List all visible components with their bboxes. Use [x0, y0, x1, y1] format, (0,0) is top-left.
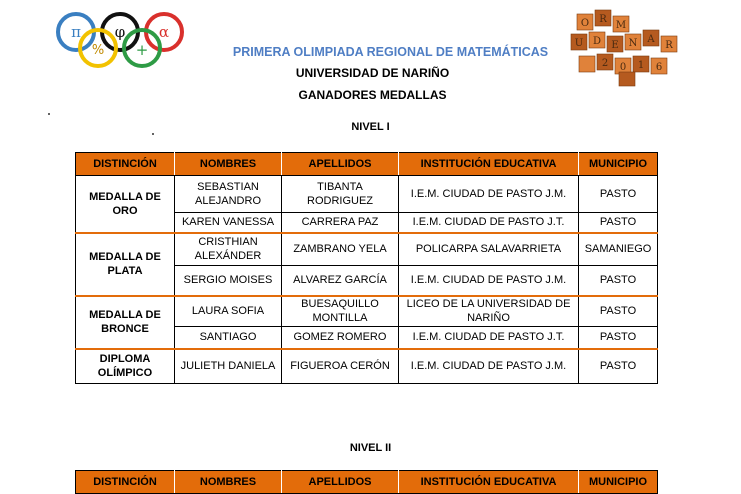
percent-symbol: % — [91, 43, 105, 58]
table-row — [76, 176, 658, 213]
phi-symbol: φ — [114, 23, 126, 41]
col-header-institucion: INSTITUCIÓN EDUCATIVA — [399, 153, 579, 176]
col-header-nombres: NOMBRES — [175, 471, 282, 494]
nombres-cell: CRISTHIAN ALEXÁNDER — [175, 233, 282, 266]
svg-text:0: 0 — [619, 62, 627, 73]
municipio-cell: PASTO — [579, 176, 658, 213]
table-header-row — [76, 153, 658, 176]
svg-text:1: 1 — [637, 60, 645, 71]
institucion-cell: POLICARPA SALAVARRIETA — [399, 233, 579, 266]
col-header-apellidos: APELLIDOS — [282, 471, 399, 494]
svg-text:R: R — [599, 14, 607, 25]
nombres-cell: LAURA SOFIA — [175, 296, 282, 327]
svg-text:R: R — [665, 40, 673, 51]
level-2-heading: NIVEL II — [349, 442, 392, 454]
municipio-cell: PASTO — [579, 296, 658, 327]
col-header-municipio: MUNICIPIO — [579, 471, 658, 494]
distinction-cell: MEDALLA DE PLATA — [76, 233, 175, 296]
svg-text:D: D — [592, 36, 602, 47]
table-row — [76, 296, 658, 327]
stray-dot — [48, 113, 50, 115]
col-header-distincion: DISTINCIÓN — [76, 153, 175, 176]
nombres-cell: SERGIO MOISES — [175, 266, 282, 296]
svg-text:M: M — [615, 20, 627, 31]
svg-text:6: 6 — [655, 62, 663, 73]
nombres-cell: JULIETH DANIELA — [175, 349, 282, 384]
municipio-cell: PASTO — [579, 349, 658, 384]
svg-text:2: 2 — [601, 58, 609, 69]
alpha-symbol: α — [158, 23, 170, 41]
distinction-cell: DIPLOMA OLÍMPICO — [76, 349, 175, 384]
svg-text:E: E — [611, 40, 619, 51]
olympiad-title: PRIMERA OLIMPIADA REGIONAL DE MATEMÁTICAS — [232, 45, 549, 59]
distinction-cell: MEDALLA DE ORO — [76, 176, 175, 233]
university-name: UNIVERSIDAD DE NARIÑO — [295, 66, 450, 80]
apellidos-cell: FIGUEROA CERÓN — [282, 349, 399, 384]
municipio-cell: SAMANIEGO — [579, 233, 658, 266]
apellidos-cell: ALVAREZ GARCÍA — [282, 266, 399, 296]
svg-text:N: N — [628, 38, 638, 49]
institucion-cell: I.E.M. CIUDAD DE PASTO J.M. — [399, 266, 579, 296]
nombres-cell: KAREN VANESSA — [175, 213, 282, 233]
municipio-cell: PASTO — [579, 327, 658, 349]
apellidos-cell: BUESAQUILLO MONTILLA — [282, 296, 399, 327]
apellidos-cell: CARRERA PAZ — [282, 213, 399, 233]
table-row — [76, 349, 658, 384]
apellidos-cell: TIBANTA RODRIGUEZ — [282, 176, 399, 213]
svg-text:O: O — [580, 18, 590, 29]
winners-subtitle: GANADORES MEDALLAS — [298, 88, 447, 102]
col-header-municipio: MUNICIPIO — [579, 153, 658, 176]
apellidos-cell: GOMEZ ROMERO — [282, 327, 399, 349]
col-header-nombres: NOMBRES — [175, 153, 282, 176]
pi-symbol: π — [71, 23, 81, 41]
institucion-cell: I.E.M. CIUDAD DE PASTO J.M. — [399, 176, 579, 213]
stray-dot — [152, 133, 154, 135]
nombres-cell: SANTIAGO — [175, 327, 282, 349]
municipio-cell: PASTO — [579, 266, 658, 296]
apellidos-cell: ZAMBRANO YELA — [282, 233, 399, 266]
svg-text:U: U — [574, 38, 584, 49]
table-header-row — [76, 471, 658, 494]
level-1-winners-table — [75, 152, 658, 384]
distinction-cell: MEDALLA DE BRONCE — [76, 296, 175, 349]
level-2-winners-table — [75, 470, 658, 494]
svg-text:A: A — [647, 34, 655, 45]
institucion-cell: I.E.M. CIUDAD DE PASTO J.M. — [399, 349, 579, 384]
table-row — [76, 233, 658, 266]
col-header-apellidos: APELLIDOS — [282, 153, 399, 176]
col-header-distincion: DISTINCIÓN — [76, 471, 175, 494]
municipio-cell: PASTO — [579, 213, 658, 233]
institucion-cell: I.E.M. CIUDAD DE PASTO J.T. — [399, 213, 579, 233]
col-header-institucion: INSTITUCIÓN EDUCATIVA — [399, 471, 579, 494]
institucion-cell: I.E.M. CIUDAD DE PASTO J.T. — [399, 327, 579, 349]
plus-symbol: + — [135, 41, 149, 59]
institucion-cell: LICEO DE LA UNIVERSIDAD DE NARIÑO — [399, 296, 579, 327]
nombres-cell: SEBASTIAN ALEJANDRO — [175, 176, 282, 213]
level-1-heading: NIVEL I — [351, 121, 390, 133]
